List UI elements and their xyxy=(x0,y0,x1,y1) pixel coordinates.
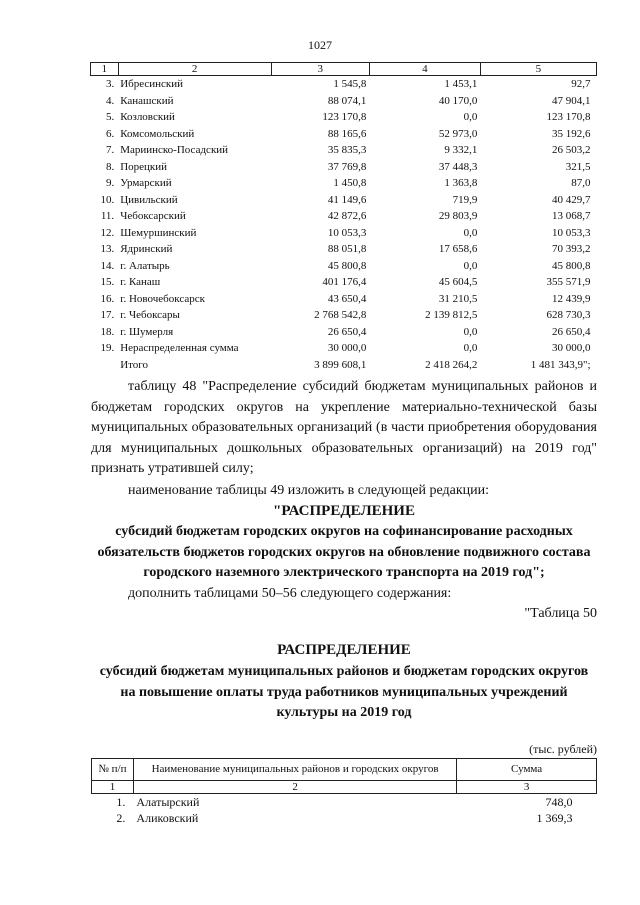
paragraph-table-48-repeal: таблицу 48 "Распределение субсидий бюджетам муниципальных районов и бюджетам городских округов на укрепление материально-технической базы муниципальных образовательных организаций (в части приобретения оборудования для муниципальных дошкольных образовательных организаций) на 2019 год" признать утратившей силу; xyxy=(91,379,597,477)
cell-c3: 1 450,8 xyxy=(333,177,367,189)
cell-c3: 123 170,8 xyxy=(322,111,367,123)
cell-c3: 1 545,8 xyxy=(333,78,367,90)
table-column-index-row xyxy=(91,63,597,76)
cell-n: 16. xyxy=(100,292,115,305)
cell-c5: 10 053,3 xyxy=(552,226,591,239)
cell-c5: 321,5 xyxy=(565,160,591,173)
cell-c4: 45 604,5 xyxy=(438,276,478,288)
cell-name: Ибресинский xyxy=(120,78,184,90)
table-row xyxy=(91,175,597,192)
cell-n: 9. xyxy=(105,177,115,189)
table-row xyxy=(91,76,597,93)
cell-c3: 43 650,4 xyxy=(327,292,367,305)
cell-c3: 401 176,4 xyxy=(322,276,367,288)
cell-c4: 2 139 812,5 xyxy=(425,309,478,321)
subheading-table-49: субсидий бюджетам городских округов на софинансирование расходных обязательств бюджетов городских округов на обновление подвижного состава городского наземного электрического транспорта на 2019 год"; xyxy=(97,524,591,581)
cell-n: 7. xyxy=(105,144,115,156)
cell-name: Итого xyxy=(120,358,149,371)
cell-c4: 40 170,0 xyxy=(438,94,478,107)
cell-c3: 3 899 608,1 xyxy=(314,358,367,371)
cell-c3: 10 053,3 xyxy=(327,226,367,239)
cell-c4: 0,0 xyxy=(463,259,478,272)
cell-name: Комсомольский xyxy=(120,127,195,140)
cell-name: Нераспределенная сумма xyxy=(120,342,239,354)
col-header-sum: Сумма xyxy=(457,759,597,781)
cell-name: Алатырский xyxy=(136,795,200,809)
cell-c3: 88 074,1 xyxy=(327,94,367,107)
distribution-table-continued xyxy=(90,62,597,373)
table-row xyxy=(91,93,597,110)
paragraph-add-tables: дополнить таблицами 50–56 следующего содержания: xyxy=(128,586,452,601)
cell-c3: 88 165,6 xyxy=(327,127,367,140)
cell-c4: 0,0 xyxy=(463,325,478,338)
table-row xyxy=(91,340,597,357)
cell-c3: 30 000,0 xyxy=(327,342,367,354)
cell-c5: 355 571,9 xyxy=(546,276,591,288)
cell-name: Канашский xyxy=(120,94,174,107)
cell-name: г. Чебоксары xyxy=(120,309,180,321)
table-row xyxy=(91,159,597,176)
cell-c4: 719,9 xyxy=(452,193,478,206)
cell-c4: 1 453,1 xyxy=(444,78,478,90)
table-row xyxy=(91,225,597,242)
cell-name: г. Новочебоксарск xyxy=(120,292,205,305)
table-row xyxy=(91,126,597,143)
cell-name: Цивильский xyxy=(120,193,178,206)
cell-c5: 40 429,7 xyxy=(552,193,591,206)
cell-c3: 45 800,8 xyxy=(327,259,367,272)
heading-distribution-50: РАСПРЕДЕЛЕНИЕ xyxy=(277,642,411,658)
cell-c3: 37 769,8 xyxy=(327,160,367,173)
cell-c4: 0,0 xyxy=(463,342,478,354)
paragraph-table-49-rename: наименование таблицы 49 изложить в следующей редакции: xyxy=(128,483,490,498)
subheading-table-50: субсидий бюджетам муниципальных районов и бюджетам городских округов на повышение оплаты труда работников муниципальных учреждений культуры на 2019 год xyxy=(99,664,589,721)
cell-c5: 30 000,0 xyxy=(552,342,591,354)
cell-c4: 29 803,9 xyxy=(438,210,478,222)
cell-c5: 26 503,2 xyxy=(552,144,591,156)
column-index: 1 xyxy=(92,781,134,794)
column-index: 5 xyxy=(480,63,596,76)
cell-c4: 1 363,8 xyxy=(444,177,478,189)
cell-n: 10. xyxy=(100,193,115,206)
table-50-label: "Таблица 50 xyxy=(524,606,597,621)
table-row xyxy=(91,208,597,225)
cell-name: Порецкий xyxy=(120,160,168,173)
cell-c4: 2 418 264,2 xyxy=(425,358,478,371)
page-number: 1027 xyxy=(308,38,332,52)
cell-c3: 42 872,6 xyxy=(327,210,367,222)
col-header-name: Наименование муниципальных районов и городских округов xyxy=(133,759,456,781)
cell-n: 18. xyxy=(100,325,115,338)
cell-n: 11. xyxy=(100,210,115,222)
cell-name: Аликовский xyxy=(136,811,199,825)
cell-n xyxy=(91,357,119,374)
cell-c5: 47 904,1 xyxy=(552,94,591,107)
table-row xyxy=(91,142,597,159)
col-header-number: № п/п xyxy=(92,759,134,781)
cell-c4: 17 658,6 xyxy=(438,243,478,255)
table-row xyxy=(91,307,597,324)
column-index: 4 xyxy=(369,63,480,76)
heading-distribution-49: "РАСПРЕДЕЛЕНИЕ xyxy=(273,503,415,519)
cell-c3: 35 835,3 xyxy=(327,144,367,156)
cell-c5: 35 192,6 xyxy=(552,127,591,140)
cell-c4: 37 448,3 xyxy=(438,160,478,173)
table-row xyxy=(91,274,597,291)
cell-c5: 12 439,9 xyxy=(552,292,591,305)
cell-n: 5. xyxy=(105,111,115,123)
cell-name: Чебоксарский xyxy=(120,210,186,222)
cell-c5: 45 800,8 xyxy=(552,259,591,272)
cell-name: г. Канаш xyxy=(120,276,161,288)
cell-c5: 70 393,2 xyxy=(552,243,591,255)
cell-c4: 31 210,5 xyxy=(438,292,478,305)
cell-c5: 13 068,7 xyxy=(552,210,591,222)
table-row xyxy=(91,357,597,374)
table-column-index-row xyxy=(92,781,597,794)
cell-name: Козловский xyxy=(120,111,175,123)
cell-n: 17. xyxy=(100,309,115,321)
table-row xyxy=(91,241,597,258)
cell-n: 2. xyxy=(116,811,126,825)
cell-n: 6. xyxy=(105,127,115,140)
cell-c5: 1 481 343,9"; xyxy=(530,358,591,371)
cell-name: Шемуршинский xyxy=(120,226,197,239)
cell-name: г. Алатырь xyxy=(120,259,170,272)
cell-c3: 41 149,6 xyxy=(327,193,367,206)
cell-n: 19. xyxy=(100,342,115,354)
cell-n: 12. xyxy=(100,226,115,239)
cell-c4: 0,0 xyxy=(463,111,478,123)
cell-n: 15. xyxy=(100,276,115,288)
cell-v: 748,0 xyxy=(545,795,573,809)
cell-c5: 26 650,4 xyxy=(552,325,591,338)
cell-name: Мариинско-Посадский xyxy=(120,144,229,156)
cell-n: 3. xyxy=(105,78,115,90)
table-row xyxy=(91,291,597,308)
column-index: 2 xyxy=(133,781,456,794)
column-index: 3 xyxy=(457,781,597,794)
table-row xyxy=(92,794,597,811)
cell-n: 13. xyxy=(100,243,115,255)
table-50 xyxy=(91,758,597,826)
table-row xyxy=(92,810,597,826)
table-row xyxy=(91,192,597,209)
cell-c4: 9 332,1 xyxy=(444,144,478,156)
table-row xyxy=(91,109,597,126)
cell-c3: 88 051,8 xyxy=(327,243,367,255)
cell-n: 14. xyxy=(100,259,115,272)
cell-n: 4. xyxy=(105,94,115,107)
column-index: 3 xyxy=(271,63,369,76)
cell-c5: 87,0 xyxy=(571,177,591,189)
column-index: 2 xyxy=(118,63,271,76)
unit-label: (тыс. рублей) xyxy=(529,742,597,756)
cell-n: 1. xyxy=(116,795,126,809)
cell-name: г. Шумерля xyxy=(120,325,174,338)
cell-v: 1 369,3 xyxy=(536,811,573,825)
cell-c3: 2 768 542,8 xyxy=(314,309,367,321)
cell-c5: 123 170,8 xyxy=(546,111,591,123)
table-row xyxy=(91,258,597,275)
cell-c5: 92,7 xyxy=(571,78,591,90)
cell-name: Урмарский xyxy=(120,177,172,189)
cell-c4: 0,0 xyxy=(463,226,478,239)
cell-n: 8. xyxy=(105,160,115,173)
cell-c4: 52 973,0 xyxy=(438,127,478,140)
cell-c5: 628 730,3 xyxy=(546,309,591,321)
cell-c3: 26 650,4 xyxy=(327,325,367,338)
table-row xyxy=(91,324,597,341)
cell-name: Ядринский xyxy=(120,243,173,255)
column-index: 1 xyxy=(91,63,119,76)
